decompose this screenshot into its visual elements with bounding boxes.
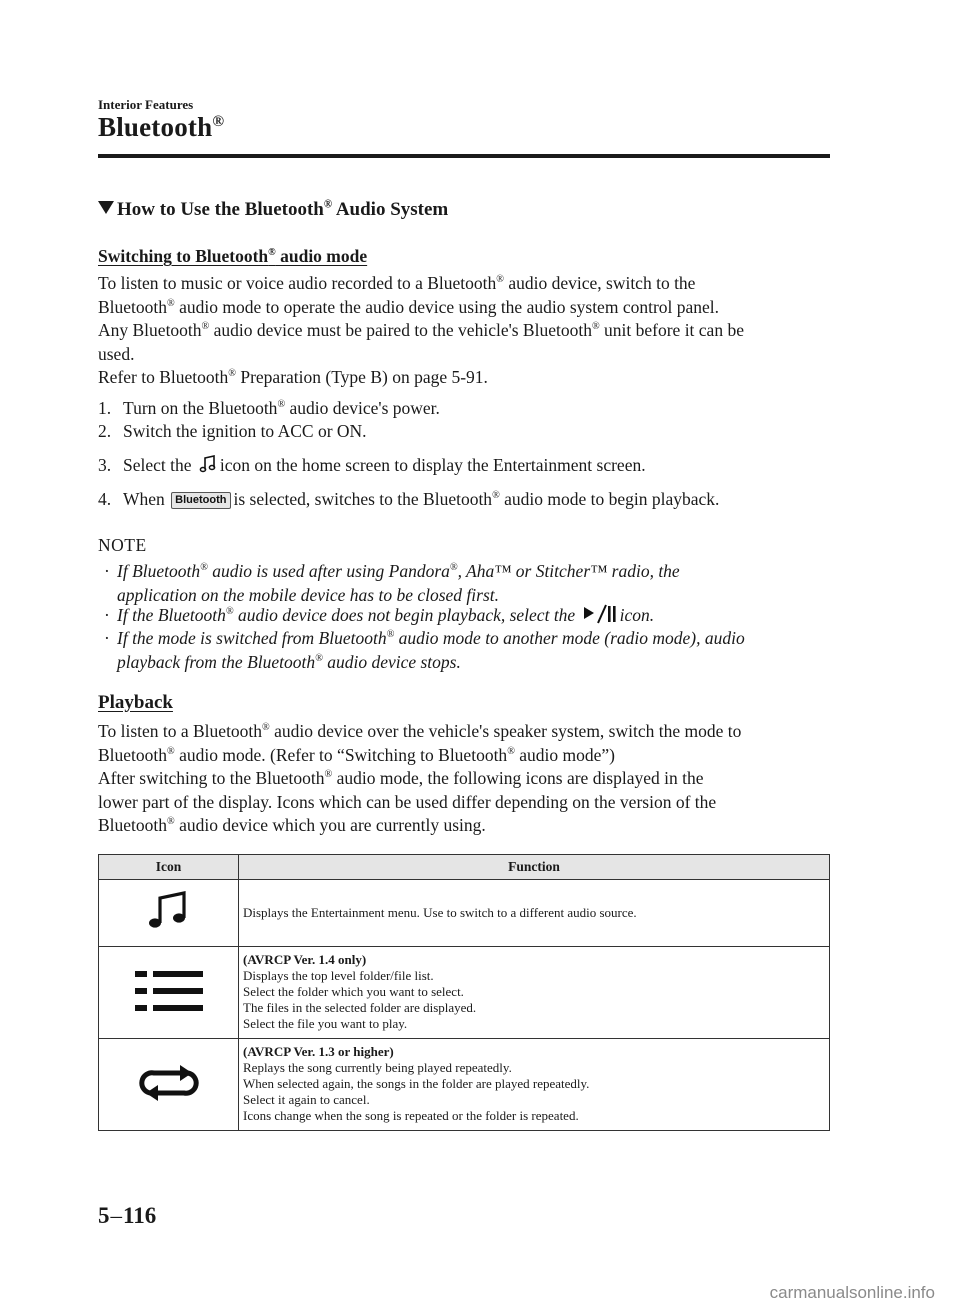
page-number: 5–116	[98, 1203, 157, 1228]
body-line: Bluetooth® audio mode. (Refer to “Switching to Bluetooth® audio mode”)	[98, 744, 615, 765]
registered-mark: ®	[268, 247, 276, 259]
note-item: · If the mode is switched from Bluetooth® audio mode to another mode (radio mode), audio playback from the Bluetooth® audio device stops.	[104, 628, 745, 672]
body-line: used.	[98, 343, 135, 364]
note-item: · If the Bluetooth® audio device does not begin playback, select the icon.	[104, 605, 655, 625]
step-4: 4. When Bluetooth is selected, switches to the Bluetooth® audio mode to begin playback.	[98, 489, 720, 509]
icon-cell	[99, 947, 239, 1039]
bluetooth-badge: Bluetooth	[171, 492, 230, 509]
body-line: Bluetooth® audio device which you are currently using.	[98, 815, 486, 835]
chapter-label: Interior Features	[98, 97, 194, 112]
note-item: · If Bluetooth® audio is used after using Pandora®, Aha™ or Stitcher™ radio, the application on the mobile device has to be closed first.	[104, 561, 680, 605]
watermark: carmanualsonline.info	[769, 1283, 935, 1302]
table-row	[99, 947, 830, 1039]
section-title-part: Audio System	[332, 199, 449, 220]
table-header-row	[99, 855, 830, 880]
column-header-function: Function	[239, 855, 830, 880]
icon-cell	[99, 880, 239, 947]
playback-body	[98, 720, 838, 838]
function-cell: Displays the Entertainment menu. Use to switch to a different audio source.	[239, 880, 830, 947]
switching-heading	[98, 246, 367, 267]
page-title	[98, 112, 224, 143]
body-line: lower part of the display. Icons which can be used differ depending on the version of the	[98, 791, 717, 812]
section-title	[98, 199, 448, 221]
section-title-part: How to Use the Bluetooth	[117, 199, 324, 220]
play-pause-icon	[582, 604, 618, 624]
switching-body	[98, 272, 838, 390]
heading-part: audio mode	[275, 246, 368, 266]
body-line: Bluetooth® audio mode to operate the audio device using the audio system control panel.	[98, 296, 720, 317]
icon-cell	[99, 1039, 239, 1131]
registered-mark: ®	[212, 113, 225, 130]
function-cell: (AVRCP Ver. 1.4 only) Displays the top level folder/file list. Select the folder which you want to select. The files in the selected folder are displayed. Select the file you want to play.	[239, 947, 830, 1039]
playback-heading: Playback	[98, 692, 173, 713]
repeat-icon	[138, 1063, 200, 1103]
note-label: NOTE	[98, 535, 147, 555]
music-note-icon	[198, 454, 218, 474]
table-row	[99, 1039, 830, 1131]
body-line: After switching to the Bluetooth® audio mode, the following icons are displayed in the	[98, 768, 704, 788]
body-line: To listen to a Bluetooth® audio device over the vehicle's speaker system, switch the mode to	[98, 721, 742, 741]
step-1: 1. Turn on the Bluetooth® audio device's power.	[98, 398, 440, 418]
body-line: To listen to music or voice audio recorded to a Bluetooth® audio device, switch to the	[98, 273, 696, 293]
step-3: 3. Select the icon on the home screen to display the Entertainment screen.	[98, 455, 646, 475]
music-note-icon	[146, 890, 192, 932]
heading-part: Switching to Bluetooth	[98, 246, 269, 266]
column-header-icon: Icon	[99, 855, 239, 880]
section-triangle-icon	[98, 201, 114, 214]
page-title-text: Bluetooth	[98, 112, 213, 142]
list-icon	[131, 966, 207, 1016]
header-rule	[98, 154, 830, 158]
body-line: Any Bluetooth® audio device must be paired to the vehicle's Bluetooth® unit before it can be	[98, 320, 744, 340]
body-line: Refer to Bluetooth® Preparation (Type B) on page 5-91.	[98, 367, 488, 387]
function-cell: (AVRCP Ver. 1.3 or higher) Replays the song currently being played repeatedly. When selected again, the songs in the folder are played repeatedly. Select it again to cancel. Icons change when the song is repeated or the folder is repeated.	[239, 1039, 830, 1131]
step-2: 2. Switch the ignition to ACC or ON.	[98, 421, 367, 441]
registered-mark: ®	[323, 198, 333, 211]
function-table	[98, 854, 830, 1131]
table-row	[99, 880, 830, 947]
